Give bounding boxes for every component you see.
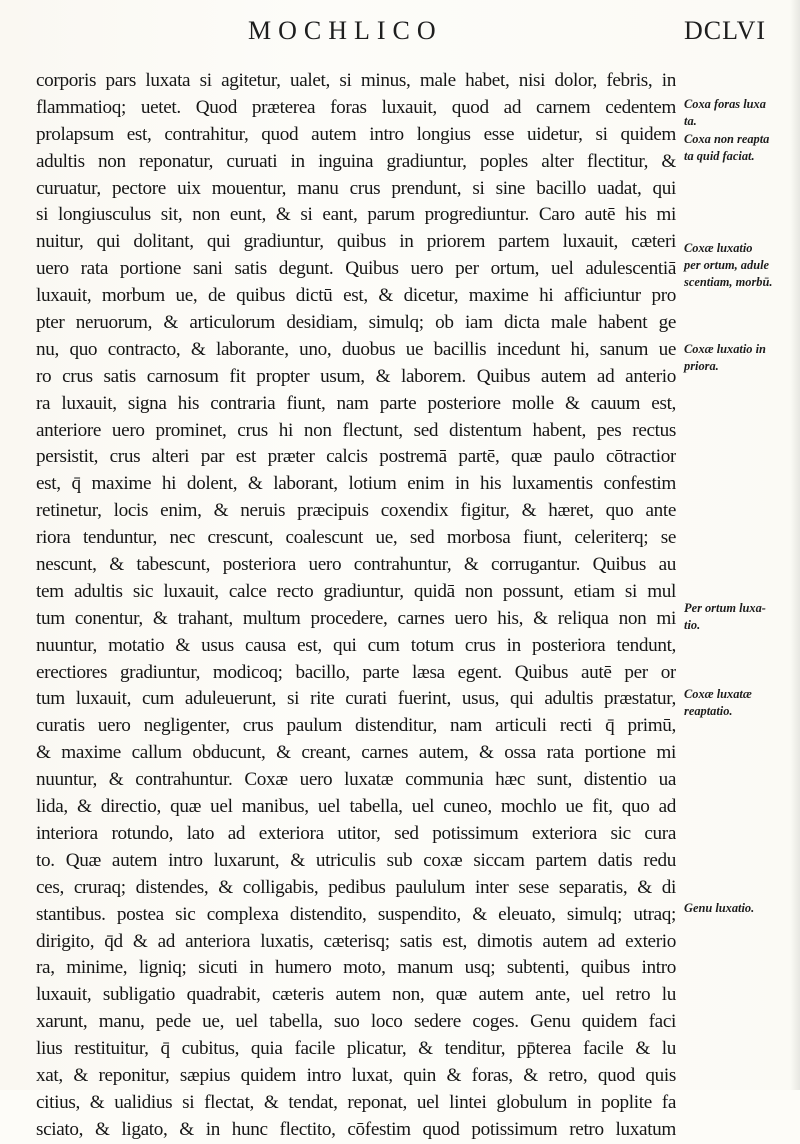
text-line: citius, & ualidius si flectat, & tendat, reponat, uel lintei globulum in poplite fa [36,1091,676,1113]
margin-note-line: ta quid faciat. [684,149,755,163]
text-line: persistit, crus alteri par est præter calcis postremā partē, quæ paulo cōtractior [36,446,676,468]
text-line: curuatur, pectore uix mouentur, manu crus prendunt, si sine bacillo uadat, qui [36,177,676,199]
margin-note-line: reaptatio. [684,704,733,718]
margin-note-line: priora. [684,359,719,373]
text-line: nuuntur, motatio & usus causa est, qui cum totum crus in posteriora tendunt, [36,634,676,656]
margin-note-coxa-non-reaptata [684,131,796,165]
page-edge-shadow [790,0,800,1090]
text-line: sciato, & ligato, & in hunc flectito, cōfestim quod potissimum retro luxatum [36,1118,676,1140]
running-title: MOCHLICO [248,16,443,45]
margin-note-line: Coxæ luxatio [684,241,753,255]
margin-note-line: Coxa non reapta [684,132,770,146]
text-line: adultis non reponatur, curuati in inguina gradiuntur, poples alter flectitur, & [36,150,676,172]
margin-note-genu-luxatio [684,900,796,917]
margin-note-per-ortum-luxatio [684,600,796,634]
text-line: tum conentur, & trahant, multum procedere, carnes uero his, & reliqua non mi [36,607,676,629]
text-line: erectiores gradiuntur, modicoq; bacillo, parte læsa egent. Quibus autē per or [36,661,676,683]
text-line: ra luxauit, signa his contraria fiunt, nam parte posteriore molle & cauum est, [36,392,676,414]
text-line: xarunt, manu, pede ue, uel tabella, suo loco sedere coges. Genu quidem faci [36,1011,676,1033]
text-line: nescunt, & tabescunt, posteriora uero contrahuntur, & corrugantur. Quibus au [36,554,676,576]
text-line: & maxime callum obducunt, & creant, carnes autem, & ossa rata portione mi [36,742,676,764]
text-line: corporis pars luxata si agitetur, ualet, si minus, male habet, nisi dolor, febris, in [36,70,676,91]
text-line: ro crus satis carnosum fit propter usum, & laborem. Quibus autem ad anterio [36,365,676,387]
margin-note-coxae-luxatio-per-ortum [684,240,796,291]
margin-note-line: Coxæ luxatio in [684,342,766,356]
text-line: tem adultis sic luxauit, calce recto gradiuntur, quidā non possunt, etiam si mul [36,580,676,602]
margin-note-line: tio. [684,618,701,632]
text-line: nu, quo contracto, & laborante, uno, duobus ue bacillis incedunt hi, sanum ue [36,338,676,360]
margin-note-line: per ortum, adule [684,258,770,272]
text-line: nuitur, qui dolitant, qui gradiuntur, quibus in priorem partem luxauit, cæteri [36,231,676,253]
text-line: tum luxauit, cum aduleuerunt, si rite curati fuerint, usus, qui adultis præstatur, [36,688,676,710]
text-line: interiora rotundo, lato ad exteriora utitor, sed potissimum exteriora sic cura [36,822,676,844]
text-line: dirigito, q̄d & ad anteriora luxatis, cæterisq; satis est, dimotis autem ad exterio [36,930,676,952]
margin-note-line: Coxæ luxatæ [684,687,752,701]
text-line: est, q̄ maxime hi dolent, & laborant, lotium enim in his luxamentis confestim [36,473,676,495]
margin-note-coxae-luxatae-reaptatio [684,686,796,720]
text-line: lida, & directio, quæ uel manibus, uel tabella, uel cuneo, mochlo ue fit, quo ad [36,796,676,818]
margin-note-coxa-foras [684,96,796,130]
margin-note-coxae-luxatio-in-priora [684,341,796,375]
text-line: ra, minime, ligniq; sicuti in humero moto, manum usq; subtenti, quibus intro [36,957,676,979]
text-line: to. Quæ autem intro luxarunt, & utriculis sub coxæ siccam partem datis redu [36,849,676,871]
text-line: prolapsum est, contrahitur, quod autem intro longius esse uidetur, si quidem [36,123,676,145]
text-line: anteriore uero prominet, crus hi non flectunt, sed distentum habent, pes rectus [36,419,676,441]
text-line: retinetur, locis enim, & neruis præcipuis coxendix figitur, & hæret, quo ante [36,500,676,522]
text-line: luxauit, subligatio quadrabit, cæteris autem non, quæ autem ante, uel retro lu [36,984,676,1006]
folio-number: DCLVI [684,16,767,45]
text-line: curatis uero negligenter, crus paulum distenditur, nam articuli recti q̄ primū, [36,715,676,737]
text-line: luxauit, morbum ue, de quibus dictū est, & dicetur, maxime hi afficiuntur pro [36,285,676,307]
main-text-block [36,68,676,1144]
margin-note-line: Per ortum luxa- [684,601,766,615]
margin-note-line: Genu luxatio. [684,901,755,915]
margin-note-line: ta. [684,114,697,128]
text-line: lius restituitur, q̄ cubitus, quia facile plicatur, & tenditur, pp̄terea facile & lu [36,1038,676,1060]
text-line: ces, cruraq; distendes, & colligabis, pedibus paululum inter sese separatis, & di [36,876,676,898]
text-line: uero rata portione sani satis degunt. Quibus uero per ortum, uel adulescentiā [36,258,676,280]
text-line: xat, & reponitur, sæpius quidem intro luxat, quin & foras, & retro, quod quis [36,1064,676,1086]
text-line: pter neruorum, & articulorum desidiam, simulq; ob iam dicta male habent ge [36,312,676,334]
text-line: si longiusculus sit, non eunt, & si eant, parum progrediuntur. Caro autē his mi [36,204,676,226]
margin-note-line: Coxa foras luxa [684,97,766,111]
text-line: riora tenduntur, nec crescunt, coalescunt ue, sed morbosa fiunt, celeriterq; se [36,527,676,549]
text-line: stantibus. postea sic complexa distendito, suspendito, & eleuato, simulq; utraq; [36,903,676,925]
text-line: flammatioq; uetet. Quod præterea foras luxauit, quod ad carnem cedentem [36,96,676,118]
text-line: nuuntur, & contrahuntur. Coxæ uero luxatæ communia hæc sunt, distentio ua [36,769,676,791]
margin-note-line: scentiam, morbū. [684,275,773,289]
